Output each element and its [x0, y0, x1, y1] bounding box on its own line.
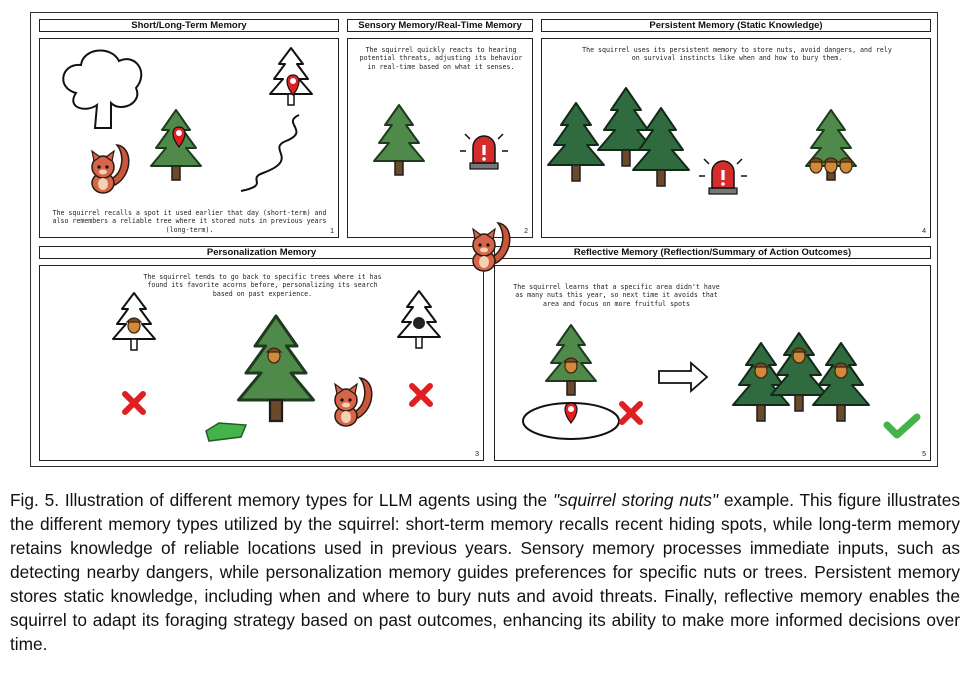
panel-3-art [113, 291, 440, 441]
header-sensory: Sensory Memory/Real-Time Memory [347, 19, 533, 32]
acorn-icon [824, 158, 838, 173]
illustrations [31, 13, 939, 468]
header-personalization: Personalization Memory [39, 246, 484, 259]
header-reflective: Reflective Memory (Reflection/Summary of Action Outcomes) [494, 246, 931, 259]
panel-1-art [63, 48, 312, 193]
outline-deciduous-tree-icon [63, 50, 141, 128]
dark-acorn-icon [413, 317, 425, 329]
panel-4-art [548, 88, 856, 194]
path-trail [241, 115, 299, 191]
arrow-icon [659, 363, 707, 391]
tree-icon [374, 105, 424, 175]
squirrel-icon [92, 145, 129, 193]
acorn-icon [809, 158, 823, 173]
cross-icon [125, 394, 143, 412]
cross-icon [622, 404, 640, 422]
check-icon [206, 423, 246, 441]
header-persistent: Persistent Memory (Static Knowledge) [541, 19, 931, 32]
cross-icon [412, 386, 430, 404]
panel-2-number: 2 [524, 228, 528, 235]
panel-4-text: The squirrel uses its persistent memory to store nuts, avoid dangers, and rely on survival instincts like when and how to bury them. [582, 46, 892, 63]
panel-3-text: The squirrel tends to go back to specific trees where it has found its favorite acorns before, personalizing its search based on past experience. [143, 273, 382, 298]
alarm-icon [460, 134, 508, 169]
acorn-icon [839, 158, 853, 173]
acorn-icon [564, 358, 578, 373]
squirrel-icon [473, 223, 510, 271]
panel-4-number: 4 [922, 228, 926, 235]
figure-caption [10, 488, 960, 656]
acorn-icon [792, 348, 806, 363]
acorn-icon [834, 363, 848, 378]
panel-2-text: The squirrel quickly reacts to hearing potential threats, adjusting its behavior in real-time based on what it senses. [359, 46, 523, 71]
tree-icon [813, 343, 869, 421]
tree-icon [733, 343, 789, 421]
acorn-icon [267, 348, 281, 363]
check-icon [887, 417, 917, 435]
acorn-icon [127, 318, 141, 333]
panel-1-number: 1 [330, 228, 334, 235]
alarm-icon [699, 159, 747, 194]
caption-text-after: example. This figure illustrates the different memory types utilized by the squirrel: short-term memory recalls recent hiding spots, while long-term memory retains knowledge of reliable locations used in previous years. Sensory memory processes immediate inputs, such as detecting nearby dangers, while personalization memory guides preferences for specific nuts or trees. Persistent memory stores static knowledge, including when and where to bury nuts and avoid threats. Finally, reflective memory enables the squirrel to adapt its foraging strategy based on past outcomes, enhancing its ability to make more informed decisions over time. [10, 490, 960, 654]
panel-5-number: 5 [922, 451, 926, 458]
caption-emphasis: "squirrel storing nuts" [552, 490, 719, 510]
tree-icon [548, 103, 604, 181]
panel-2-art [374, 105, 508, 175]
panel-3-number: 3 [475, 451, 479, 458]
acorn-icon [754, 363, 768, 378]
tree-icon [239, 316, 314, 421]
tree-icon [151, 110, 201, 180]
caption-text-before: Illustration of different memory types for LLM agents using the [64, 490, 548, 510]
memory-figure [30, 12, 938, 467]
panel-1-text: The squirrel recalls a spot it used earlier that day (short-term) and also remembers a reliable tree where it stored nuts in previous years (long-term). [52, 209, 327, 234]
panel-5-art [523, 325, 917, 439]
header-short-long-term: Short/Long-Term Memory [39, 19, 339, 32]
squirrel-icon [335, 378, 372, 426]
location-pin-icon [565, 403, 577, 423]
caption-label: Fig. 5. [10, 490, 60, 510]
panel-5-text: The squirrel learns that a specific area didn't have as many nuts this year, so next time it avoids that area and focus on more fruitful spots [513, 283, 720, 308]
